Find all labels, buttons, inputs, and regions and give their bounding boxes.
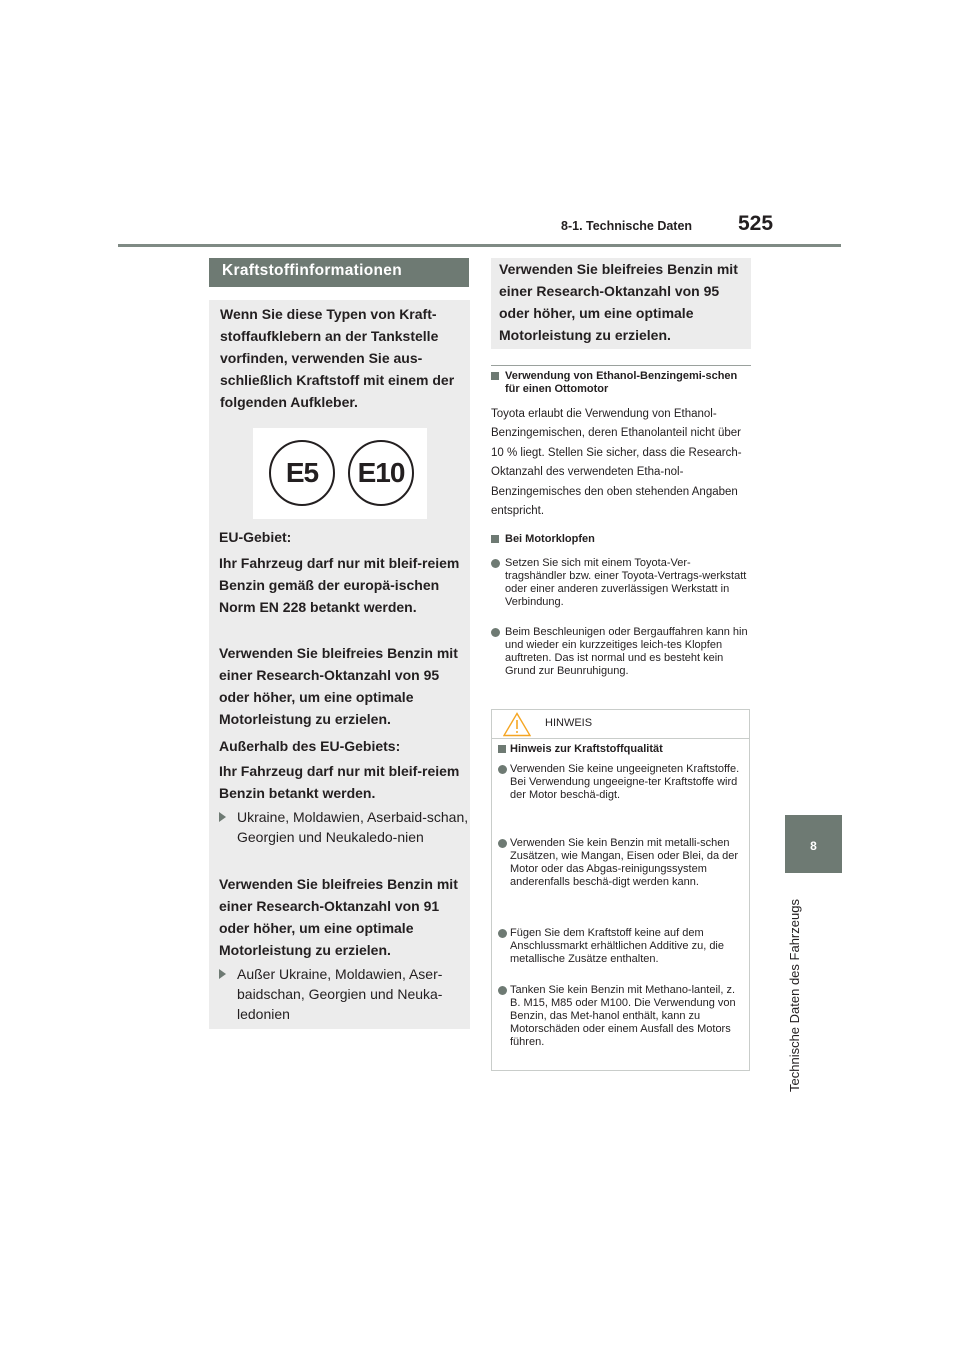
dot-bullet-icon bbox=[491, 628, 500, 637]
eu-heading: EU-Gebiet: bbox=[219, 529, 292, 545]
list-item-text: Verwenden Sie keine ungeeigneten Kraftstoffe. Bei Verwendung ungeeigne-ter Kraftstoffe wird der Motor beschä-digt. bbox=[510, 763, 740, 801]
chapter-number: 8 bbox=[810, 839, 817, 853]
dot-bullet-icon bbox=[491, 559, 500, 568]
list-item-text: Tanken Sie kein Benzin mit Methano-lanteil, z. B. M15, M85 oder M100. Die Verwendung von Benzin, das Met-hanol enthält, kann zu Motorschäden oder einem Ausfall des Motors führen. bbox=[510, 984, 736, 1048]
hint-label: HINWEIS bbox=[545, 717, 593, 729]
section-title: 8-1. Technische Daten bbox=[561, 219, 693, 233]
dot-bullet-icon bbox=[498, 839, 507, 848]
square-bullet-icon bbox=[498, 745, 506, 753]
header-divider bbox=[118, 244, 841, 247]
dot-bullet-icon bbox=[498, 986, 507, 995]
intro-text: Wenn Sie diese Typen von Kraft-stoffaufklebern an der Tankstelle vorfinden, verwenden Sie aus-schließlich Kraftstoff mit einem der folgenden Aufkleber. bbox=[220, 306, 455, 410]
triangle-bullet-icon bbox=[219, 969, 226, 979]
square-bullet-icon bbox=[491, 372, 499, 380]
section-heading-bar bbox=[209, 258, 469, 287]
triangle-bullet-icon bbox=[219, 812, 226, 822]
octane-91-text: Verwenden Sie bleifreies Benzin mit einer Research-Oktanzahl von 91 oder höher, um eine optimale Motorleistung zu erzielen. bbox=[219, 876, 458, 958]
section-heading: Kraftstoffinformationen bbox=[222, 262, 402, 279]
ethanol-heading-text: Verwendung von Ethanol-Benzingemi-schen für einen Ottomotor bbox=[505, 370, 738, 395]
chapter-side-title bbox=[787, 882, 805, 1092]
fuel-labels-image bbox=[253, 428, 427, 519]
page-number: 525 bbox=[738, 212, 774, 235]
list-item-text: Beim Beschleunigen oder Bergauffahren kann hin und wieder ein kurzzeitiges leich-tes Klopfen auftreten. Das ist normal und es besteht kein Grund zur Beunruhigung. bbox=[505, 626, 748, 677]
divider bbox=[491, 365, 751, 366]
dot-bullet-icon bbox=[498, 765, 507, 774]
dot-bullet-icon bbox=[498, 929, 507, 938]
chapter-tab bbox=[785, 815, 842, 873]
e5-label-icon: E5 bbox=[269, 440, 335, 506]
non-eu-text: Ihr Fahrzeug darf nur mit bleif-reiem Benzin betankt werden. bbox=[219, 763, 460, 801]
square-bullet-icon bbox=[491, 535, 499, 543]
octane-note-text: Verwenden Sie bleifreies Benzin mit einer Research-Oktanzahl von 95 oder höher, um eine optimale Motorleistung zu erzielen. bbox=[499, 261, 738, 343]
hint-heading-text: Hinweis zur Kraftstoffqualität bbox=[510, 743, 663, 755]
ethanol-text: Toyota erlaubt die Verwendung von Ethanol-Benzingemischen, deren Ethanolanteil nicht über 10 % liegt. Stellen Sie sicher, dass die Research-Oktanzahl des verwendeten Etha-nol-Benzingemisches den oben stehenden Angaben entspricht. bbox=[491, 408, 742, 518]
eu-text: Ihr Fahrzeug darf nur mit bleif-reiem Benzin gemäß der europä-ischen Norm EN 228 betankt werden. bbox=[219, 555, 460, 615]
list-item-text: Außer Ukraine, Moldawien, Aser-baidschan, Georgien und Neuka-ledonien bbox=[237, 966, 443, 1022]
knock-heading-text: Bei Motorklopfen bbox=[505, 533, 595, 545]
chapter-side-title-text: Technische Daten des Fahrzeugs bbox=[787, 899, 802, 1092]
eu-octane-text: Verwenden Sie bleifreies Benzin mit einer Research-Oktanzahl von 95 oder höher, um eine optimale Motorleistung zu erzielen. bbox=[219, 645, 458, 727]
e10-label-icon: E10 bbox=[348, 440, 414, 506]
warning-triangle-icon bbox=[503, 712, 531, 737]
list-item-text: Fügen Sie dem Kraftstoff keine auf dem Anschlussmarkt erhältlichen Additive zu, die metallische Zusätze enthalten. bbox=[510, 927, 724, 965]
list-item-text: Ukraine, Moldawien, Aserbaid-schan, Georgien und Neukaledo-nien bbox=[237, 809, 469, 845]
list-item-text: Setzen Sie sich mit einem Toyota-Ver-tragshändler bzw. einer Toyota-Vertrags-werkstatt oder einer anderen zuverlässigen Werkstatt in Verbindung. bbox=[505, 557, 747, 608]
non-eu-heading: Außerhalb des EU-Gebiets: bbox=[219, 738, 401, 754]
list-item-text: Verwenden Sie kein Benzin mit metalli-schen Zusätzen, wie Mangan, Eisen oder Blei, da der Motor oder das Abgas-reinigungssystem anderenfalls beschä-digt werden kann. bbox=[510, 837, 739, 888]
